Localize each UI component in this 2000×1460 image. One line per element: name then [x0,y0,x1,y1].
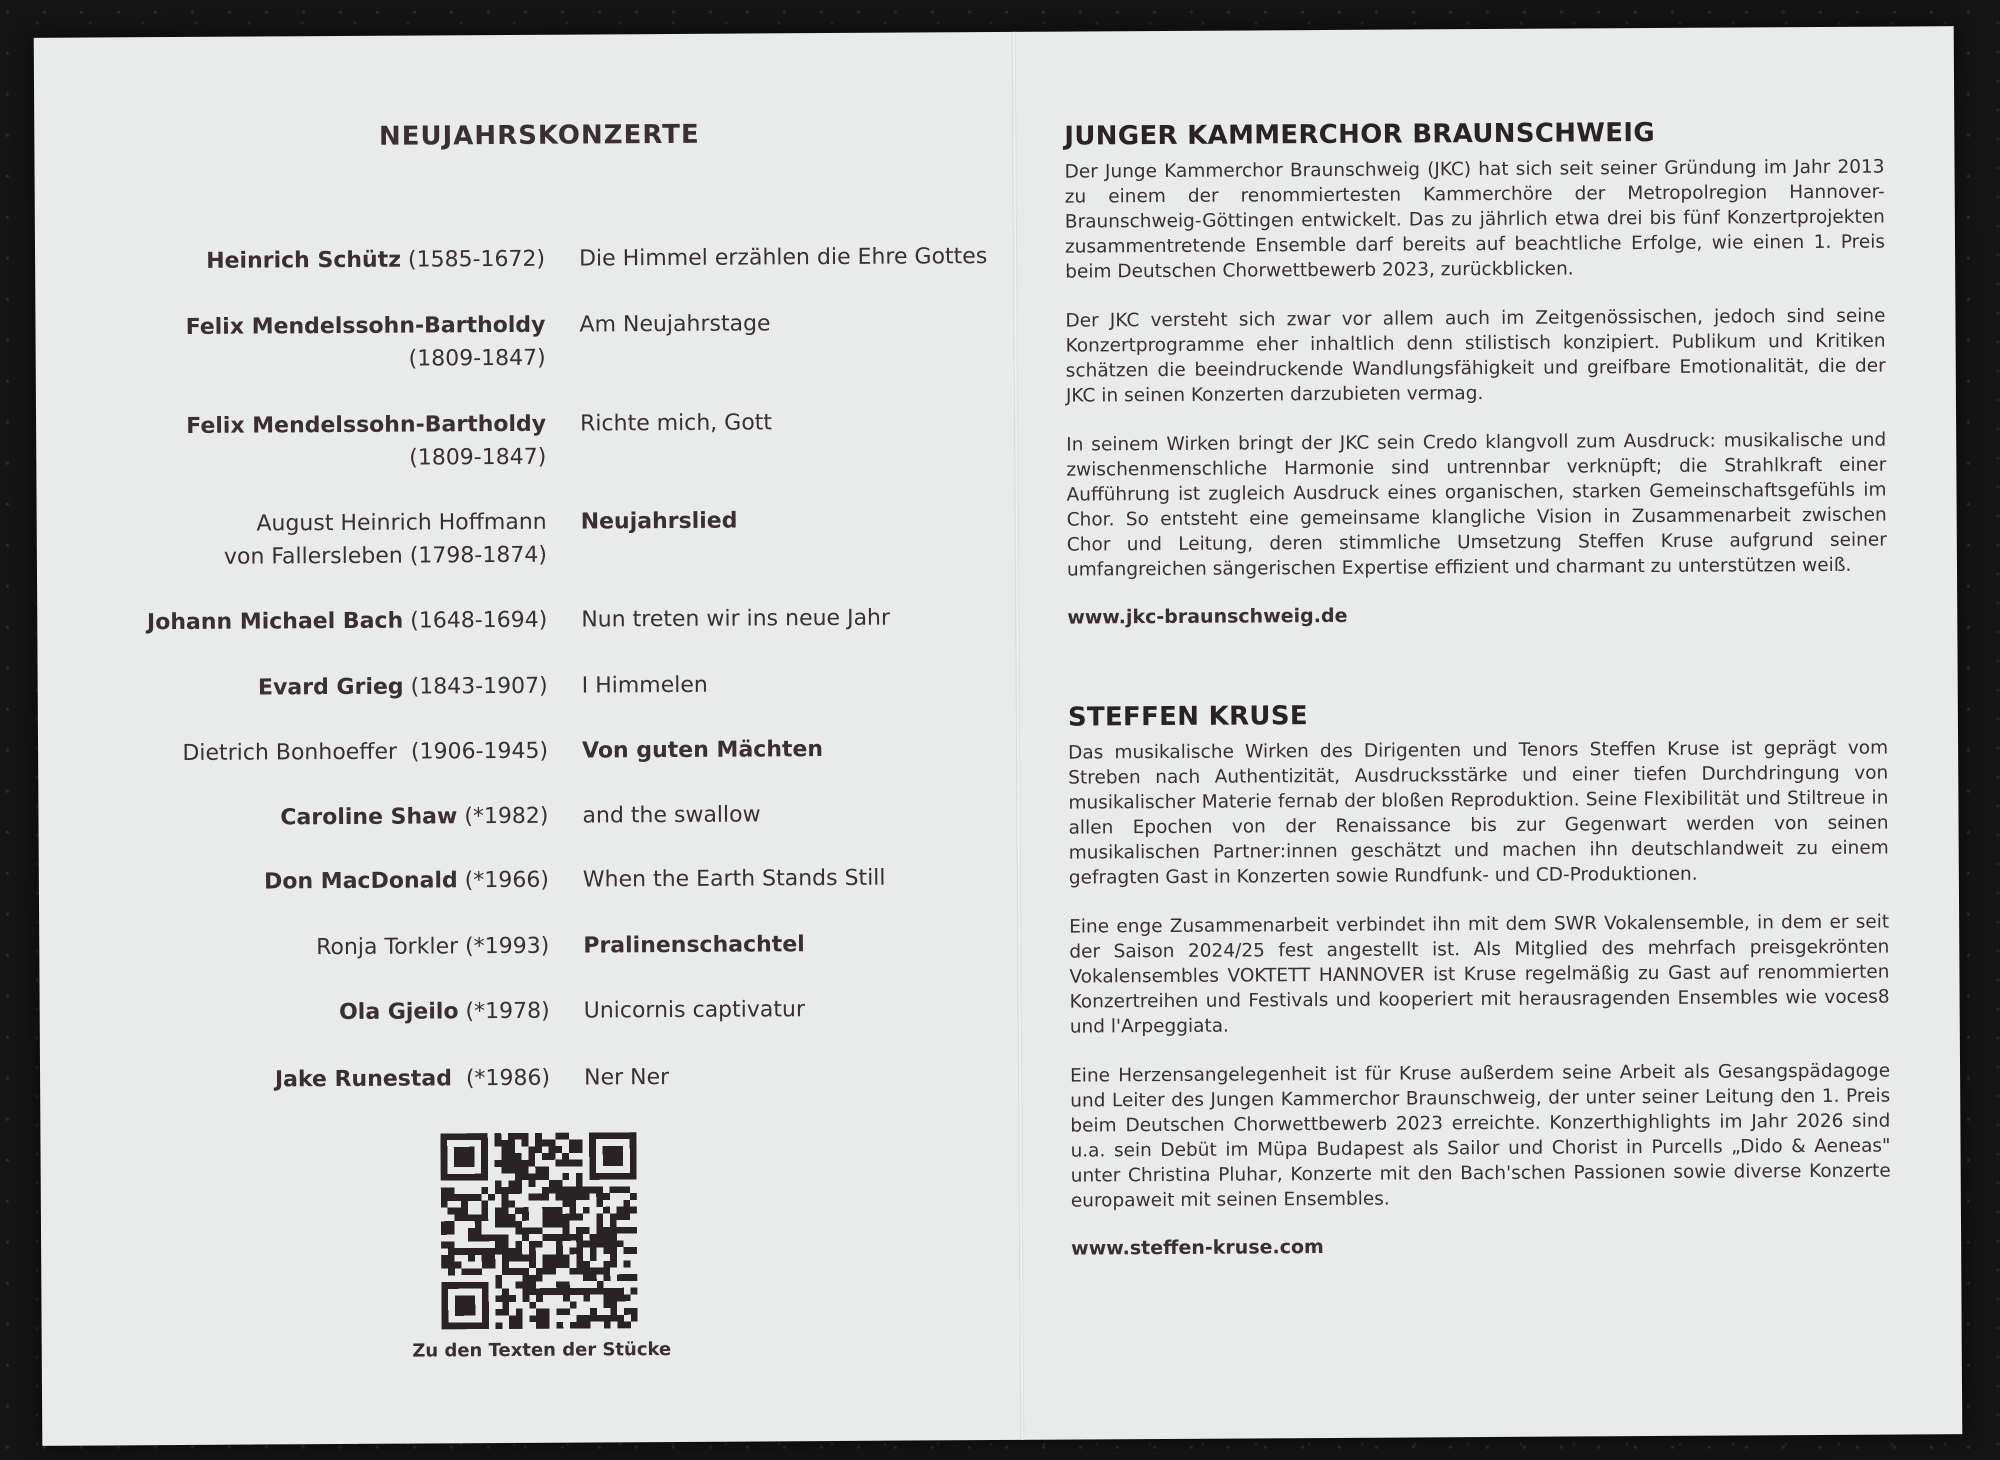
program-row [97,503,997,574]
composer [99,930,549,966]
work-title: and the swallow [582,802,761,829]
composer [100,995,550,1031]
composer-years: (*1978) [458,998,550,1025]
composer-years: (1906-1945) [396,738,549,765]
composer-name: Ronja Torkler [316,934,459,961]
choir-website-link[interactable]: www.jkc-braunschweig.de [1067,604,1348,629]
work-title: Richte mich, Gott [580,410,773,437]
composer [99,864,549,900]
composer-name: Heinrich Schütz [206,247,402,274]
composer-name: Jake Runestad [274,1066,453,1093]
conductor-paragraph-3: Eine Herzensangelegenheit ist für Kruse außerdem seine Arbeit als Gesangspädagoge und Leiter des Jungen Kammerchor Braunschweig, der unter seiner Leitung den 1. Preis beim Deutschen Chorwettbewerb 2023 erreichte. Konzerthighlights im Jahr 2026 sind u.a. sein Debüt im Müpa Budapest als Sailor und Chorist in Purcells „Dido & Aeneas" unter Christina Pluhar, Konzerte mit den Bach'schen Passionen sowie diverse Konzerte europaweit mit seinen Ensembles. [1070,1060,1891,1212]
composer-name: Evard Grieg [257,674,404,701]
program-row [99,861,999,899]
work-title: When the Earth Stands Still [582,865,886,893]
work-title: Von guten Mächten [582,737,824,764]
composer-name: Ola Gjeilo [338,999,459,1026]
qr-caption: Zu den Texten der Stücke [412,1339,672,1362]
composer [97,604,547,640]
work-title: Unicornis captivatur [583,997,806,1024]
conductor-paragraph-2: Eine enge Zusammenarbeit verbindet ihn mit dem SWR Vokalensemble, in dem er seit der Saison 2024/25 fest angestellt ist. Als Mitglied des mehrfach preisgekrönten Vokalensembles VOKTETT HANNOVER ist Kruse regelmäßig zu Gast auf renommierten Konzertreihen und Festivals und kooperiert mit herausragenden Ensembles wie voces8 und l'Arpeggiata. [1069,911,1890,1038]
composer-years: (1648-1694) [403,607,548,634]
work-title: Neujahrslied [580,508,738,535]
program-row [99,927,999,965]
composer-name: Felix Mendelssohn-Bartholdy [185,312,546,340]
program-row [95,240,995,278]
work-title: Am Neujahrstage [579,311,771,338]
composer [96,408,546,477]
composer-years: (*1986) [451,1065,551,1092]
composer-name: Johann Michael Bach [146,608,404,636]
choir-paragraph-3: In seinem Wirken bringt der JKC sein Credo klangvoll zum Ausdruck: musikalische und zwischenmenschliche Harmonie sind untrennbar verknüpft; die Strahlkraft einer Aufführung ist zugleich Ausdruck eines organischen, starken Gemeinschaftsgefühls im Chor. So entsteht eine gemeinsame klangliche Vision in Zusammenarbeit zwischen Chor und Leitung, deren stimmliche Umsetzung Steffen Kruse aufgrund seiner umfangreichen sängerischen Expertise effizient und charmant zu unterstützen weiß. [1066,429,1887,581]
composer [100,1062,550,1098]
composer-years-line2: von Fallersleben (1798-1874) [223,542,547,570]
composer-name: Don MacDonald [263,868,458,895]
choir-heading: JUNGER KAMMERCHOR BRAUNSCHWEIG [1064,117,1656,152]
composer-years-line2: (1809-1847) [408,345,546,372]
composer-years-line2: (1809-1847) [409,444,547,471]
conductor-heading: STEFFEN KRUSE [1067,701,1308,733]
program-row [95,306,995,377]
program-row [98,667,998,705]
composer-name: August Heinrich Hoffmann [256,509,547,537]
choir-paragraph-1: Der Junge Kammerchor Braunschweig (JKC) hat sich seit seiner Gründung im Jahr 2013 zu einem der renommiertesten Kammerchöre der Metropolregion Hannover-Braunschweig-Göttingen entwickelt. Das zu jährlich etwa drei bis fünf Konzertprojekten zusammentretende Ensemble darf bereits auf beachtliche Erfolge, wie einen 1. Preis beim Deutschen Chorwettbewerb 2023, zurückblicken. [1064,156,1886,283]
program-sheet [34,26,1963,1446]
conductor-paragraph-1: Das musikalische Wirken des Dirigenten und Tenors Steffen Kruse ist geprägt vom Streben nach Authentizität, Ausdrucksstärke und einer tiefen Durchdringung von musikalischer Materie fernab der bloßen Reproduktion. Seine Flexibilität und Stiltreue in allen Epochen von der Renaissance bis zur Gegenwart werden von seinen musikalischen Partner:innen geschätzt und machen ihn deutschlandweit zu einem gefragten Gast in Konzerten sowie Rundfunk- und CD-Produktionen. [1068,737,1889,889]
composer-years: (1585-1672) [400,246,546,273]
program-row [98,797,998,835]
choir-paragraph-2: Der JKC versteht sich zwar vor allem auch im Zeitgenössischen, jedoch sind seine Konzertprogramme eher inhaltlich denn stilistisch konzipiert. Publikum und Kritiken schätzen die beeindruckende Wandlungsfähigkeit und greifbare Emotionalität, die der JKC in seinen Konzerten darzubieten vermag. [1065,305,1886,407]
program-row [98,732,998,770]
work-title: Ner Ner [584,1065,670,1091]
composer-years: (*1993) [458,933,550,960]
program-row [97,601,997,639]
program-page [34,32,1021,1446]
program-title: NEUJAHRSKONZERTE [378,119,700,152]
work-title: Nun treten wir ins neue Jahr [581,605,891,633]
info-page [1064,117,1891,1260]
program-row [100,992,1000,1030]
work-title: I Himmelen [581,672,708,699]
composer [95,309,545,378]
composer-name: Caroline Shaw [280,804,458,831]
program-row [100,1059,1000,1097]
conductor-website-link[interactable]: www.steffen-kruse.com [1071,1236,1324,1260]
composer [95,243,545,279]
work-title: Die Himmel erzählen die Ehre Gottes [579,244,988,272]
composer [97,506,547,575]
work-title: Pralinenschachtel [583,932,805,959]
qr-code [440,1132,637,1329]
composer [98,800,548,836]
composer-years: (*1982) [457,803,549,830]
composer-years: (*1966) [457,867,549,894]
composer-years: (1843-1907) [403,673,548,700]
composer [98,735,548,771]
composer-name: Dietrich Bonhoeffer [182,739,398,766]
composer-name: Felix Mendelssohn-Bartholdy [186,411,547,439]
composer [98,670,548,706]
program-row [96,405,996,476]
